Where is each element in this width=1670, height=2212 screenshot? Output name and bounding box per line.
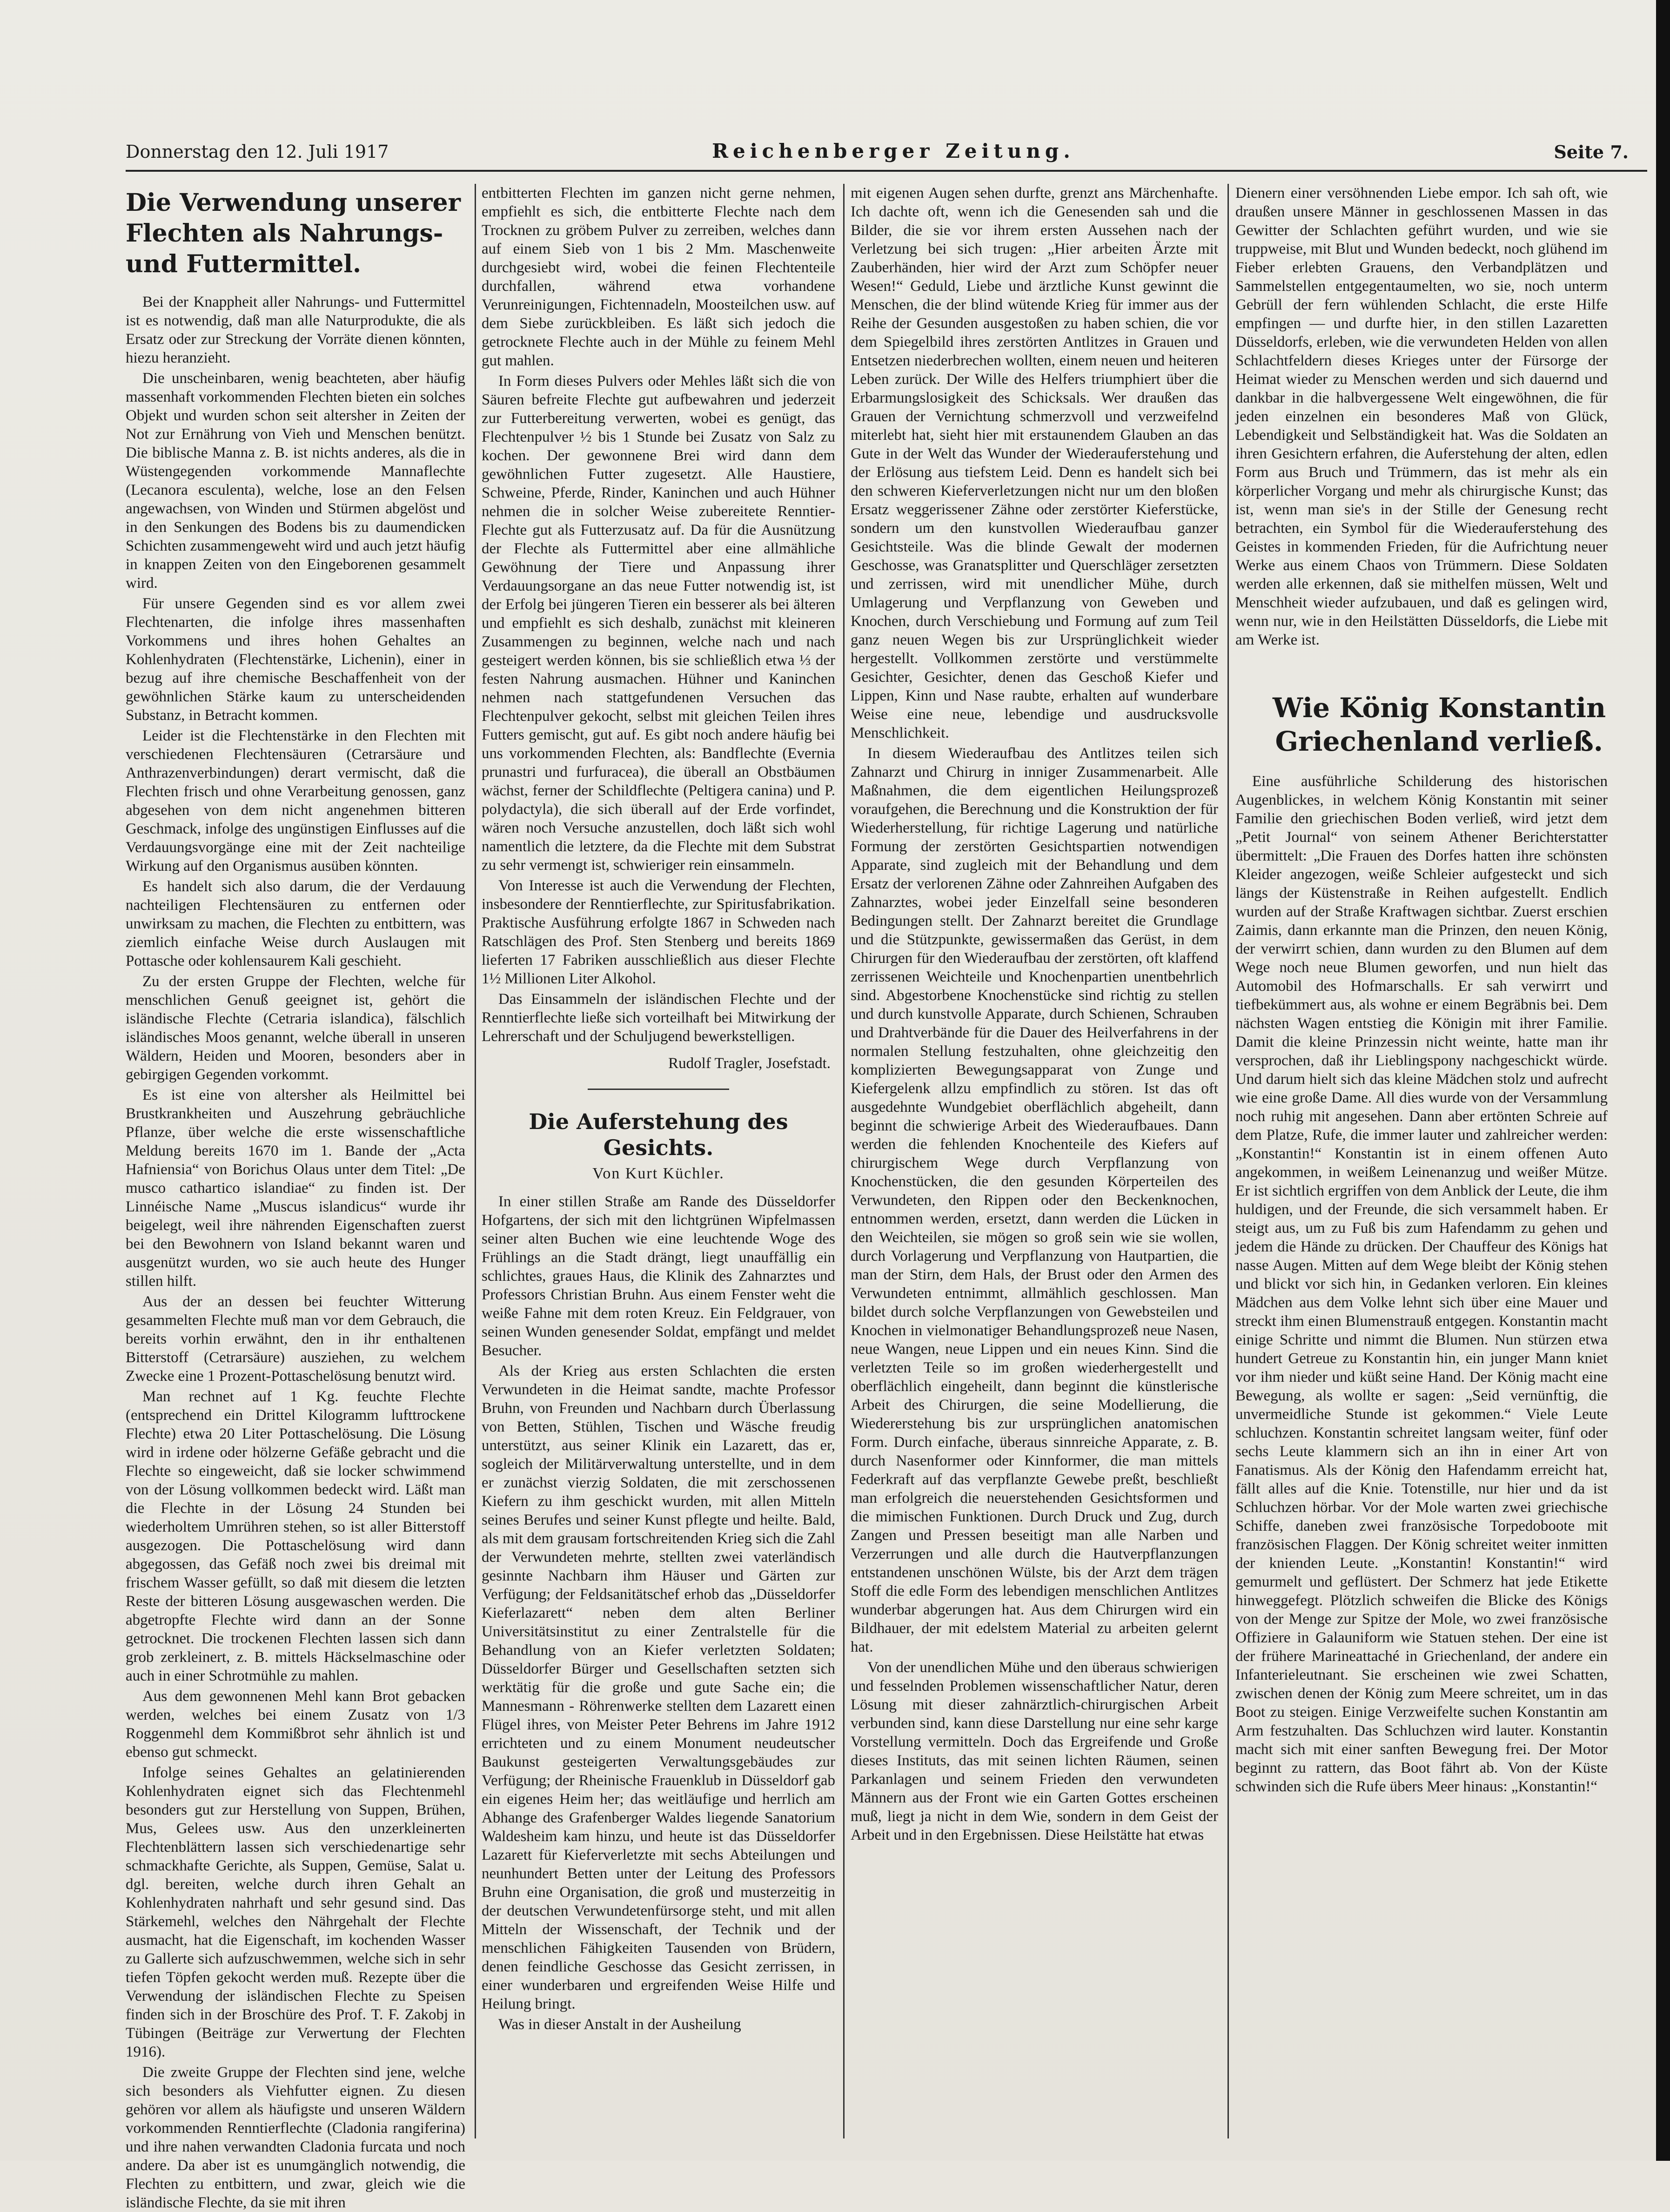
article-headline: Die Auferstehung des Gesichts. xyxy=(529,1109,788,1160)
paragraph: Es handelt sich also darum, die der Verdauung nachteiligen Flechtensäuren zu entfernen oder unwirksam zu machen, die Flechten zu entbittern, was ziemlich einfache Weise durch Auslaugen mit Pottasche oder kohlensaurem Kali geschieht. xyxy=(126,878,465,969)
paragraph: In diesem Wiederaufbau des Antlitzes teilen sich Zahnarzt und Chirurg in inniger Zusammenarbeit. Alle Maßnahmen, die dem eigentlichen Heilungsprozeß voraufgehen, die Berechnung und die Konstruktion der für Wiederherstellung, für richtige Lagerung und natürliche Formung der zerstörten Gesichtspartien notwendigen Apparate, sind zugleich mit der Behandlung und dem Ersatz der verlorenen Zähne oder Zahnreihen Aufgaben des Zahnarztes, wobei jeder Einzelfall seine besonderen Bedingungen stellt. Der Zahnarzt bereitet die Grundlage und die Stützpunkte, gewissermaßen das Gerüst, in dem Chirurgen für den Wiederaufbau der zerstörten, oft klaffend zerrissenen Weichteile und Knochenpartien unentbehrlich sind. Abgestorbene Knochenstücke sind richtig zu stellen und durch kunstvolle Apparate, durch Schienen, Schrauben und Drahtverbände für die Dauer des Heilverfahrens in der normalen Stellung festzuhalten, ohne gleichzeitig den komplizierten Bewegungsapparat von Zunge und Kiefergelenk allzu empfindlich zu stören. Ist das oft ausgedehnte Wundgebiet oberflächlich abgeheilt, dann beginnt die schwierige Arbeit des Wiederaufbaues. Dann werden die fehlenden Knochenteile des Kiefers auf chirurgischem Wege durch Verpflanzung von Knochenstücken, die den gesunden Körperteilen des Verwundeten, den Rippen oder den Beckenknochen, entnommen werden, ersetzt, dann werden die Lücken in den Weichteilen, sie mögen so groß sein wie sie wollen, durch Vorlagerung und Verpflanzung von Hautpartien, die man der Stirn, dem Hals, der Brust oder den Armen des Verwundeten entnimmt, allmählich geschlossen. Man bildet durch solche Verpflanzungen von Gewebsteilen und Knochen in vielmonatiger Behandlungsprozeß neue Nasen, neue Wangen, neue Lippen und ein neues Kinn. Sind die verletzten Teile so im großen wiederhergestellt und oberflächlich eingeheilt, dann beginnt die künstlerische Arbeit des Chirurgen, die seine Modellierung, die Wiedererstehung bis zur ursprünglichen anatomischen Form. Durch einfache, überaus sinnreiche Apparate, z. B. durch Nasenformer oder Kinnformer, die man mittels Federkraft auf das verpflanzte Gewebe preßt, beschließt man erfolgreich die neuerstehenden Gesichtsformen und die mimischen Funktionen. Durch Druck und Zug, durch Zangen und Pressen beseitigt man alle Narben und Verzerrungen und alle durch die Hautverpflanzungen entstandenen unschönen Wülste, bis der Arzt dem trägen Stoff die edle Form des lebendigen menschlichen Antlitzes wunderbar abgerungen hat. Aus dem Chirurgen wird ein Bildhauer, der mit edelstem Material zu arbeiten gelernt hat. xyxy=(851,745,1218,1655)
newspaper-title: Reichenberger Zeitung. xyxy=(712,140,1075,162)
column-3 xyxy=(851,184,1218,2152)
article-body xyxy=(126,293,465,2212)
paragraph: In Form dieses Pulvers oder Mehles läßt sich die von Säuren befreite Flechte gut aufbewahren und jederzeit zur Futterbereitung verwerten, wobei es genügt, das Flechtenpulver ½ bis 1 Stunde bei Zusatz von Salz zu kochen. Der gewonnene Brei wird dann dem gewöhnlichen Futter zugesetzt. Alle Haustiere, Schweine, Pferde, Rinder, Kaninchen und auch Hühner nehmen die in solcher Weise zubereitete Renntier-Flechte gut als Futterzusatz auf. Da für die Ausnützung der Flechte als Futtermittel aber eine allmähliche Gewöhnung der Tiere und Anpassung ihrer Verdauungsorgane an das neue Futter notwendig ist, ist der Erfolg bei jüngeren Tieren ein besserer als bei älteren und empfiehlt es sich deshalb, zunächst mit kleineren Zusammengen zu beginnen, welche nach und nach gesteigert werden können, bis sie schließlich etwa ⅓ der festen Nahrung ausmachen. Hühner und Kaninchen nehmen nach stattgefundenen Versuchen das Flechtenpulver gekocht, selbst mit gleichen Teilen ihres Futters gemischt, gut auf. Es gibt noch andere häufig bei uns vorkommenden Flechten, als: Bandflechte (Evernia prunastri und furfuracea), die überall an Obstbäumen wächst, ferner der Schildflechte (Peltigera canina) und P. polydactyla), die sich überall auf der Erde vorfindet, wären noch Versuche anzustellen, doch läßt sich wohl namentlich die letztere, da die Flechte mit dem Substrat zu sehr vermengt ist, schwieriger rein einsammeln. xyxy=(482,373,835,874)
headline-line-2: Griechenland verließ. xyxy=(1275,726,1603,757)
article-headline: Die Verwendung unserer Flechten als Nahrungs- und Futtermittel. xyxy=(126,188,461,278)
paragraph: Von der unendlichen Mühe und den überaus schwierigen und fesselnden Problemen wissenschaftlicher Natur, deren Lösung mit dieser zahnärztlich-chirurgischen Arbeit verbunden sind, kann diese Darstellung nur eine sehr karge Vorstellung vermitteln. Doch das Ergreifende und Große dieses Instituts, das mit seinen lichten Räumen, seinen Parkanlagen und seinem Frieden den verwundeten Männern aus der Front wie ein Garten Gottes erscheinen muß, liegt ja nicht in dem Wie, sondern in dem Geist der Arbeit und in den Ergebnissen. Diese Heilstätte hat etwas xyxy=(851,1659,1218,1843)
paragraph: Eine ausführliche Schilderung des historischen Augenblickes, in welchem König Konstantin mit seiner Familie den griechischen Boden verließ, wird jetzt dem „Petit Journal“ von seinem Athener Berichterstatter übermittelt: „Die Frauen des Dorfes hatten ihre schönsten Kleider angezogen, weiße Schleier aufgesteckt und sich längs der Küstenstraße in Reihen aufgestellt. Endlich wurden auf der Straße Kraftwagen sichtbar. Zuerst erschien Zaimis, dann erkannte man die Prinzen, den neuen König, der verwirrt schien, dann wurden zu den Blumen auf dem Wege noch neue Blumen geworfen, und nun hielt das Automobil des Hofmarschalls. Er sah verwirrt und tiefbekümmert aus, als wohne er einem Begräbnis bei. Dem nächsten Wagen entstieg die Königin mit ihrer Familie. Damit die kleine Prinzessin nicht weinte, hatte man ihr versprochen, daß ihr Lieblingspony nachgeschickt würde. Und darum hielt sich das kleine Mädchen stolz und aufrecht wie eine große Dame. All dies wurde von der Versammlung noch ruhig mit angesehen. Dann aber ertönten Schreie auf dem Platze, Rufe, die immer lauter und zahlreicher werden: „Konstantin!“ Konstantin ist in einem offenen Auto angekommen, in weißem Leinenanzug und weißer Mütze. Er ist sichtlich ergriffen von dem Anblick der Leute, die ihm huldigen, und der Freunde, die sich versammelt haben. Er steigt aus, um zu Fuß bis zum Hafendamm zu gehen und jedem die Hände zu drücken. Der Chauffeur des Königs hat nasse Augen. Mitten auf dem Wege bleibt der König stehen und blickt vor sich hin, in Gedanken verloren. Ein kleines Mädchen aus dem Volke lehnt sich über eine Mauer und streckt ihm einen Blumenstrauß entgegen. Konstantin macht einige Schritte und nimmt die Blumen. Nun stürzen etwa hundert Getreue zu Konstantin hin, ein junger Mann kniet vor ihm nieder und küßt seine Hand. Der König macht eine Bewegung, als wollte er sagen: „Seid vernünftig, die unvermeidliche Stunde ist gekommen.“ Viele Leute schluchzen. Konstantin schreitet langsam weiter, fünf oder sechs Leute klammern sich an ihn in einer Art von Fanatismus. Als der König den Hafendamm erreicht hat, fällt alles auf die Knie. Totenstille, nur hier und da ist Schluchzen hörbar. Vor der Mole warten zwei griechische Schiffe, daneben zwei französische Torpedoboote mit französischen Flaggen. Der König schreitet weiter inmitten der knienden Leute. „Konstantin! Konstantin!“ wird gemurmelt und geflüstert. Der Schmerz hat jede Etikette hinweggefegt. Plötzlich schweifen die Blicke des Königs von der Menge zur Spitze der Mole, wo zwei französische Offiziere in Galauniform wie Statuen stehen. Der eine ist der frühere Marineattaché in Griechenland, der andere ein Infanterieleutnant. Sie erscheinen wie zwei Schatten, zwischen denen der König zum Meere schreitet, um in das Boot zu steigen. Einige Verzweifelte suchen Konstantin am Arm festzuhalten. Das Schluchzen wird lauter. Konstantin macht sich mit einer sanften Bewegung frei. Der Motor beginnt zu rattern, das Boot fährt ab. Von der Küste schwinden sich die Rufe übers Meer hinaus: „Konstantin!“ xyxy=(1235,773,1608,1795)
paragraph: entbitterten Flechten im ganzen nicht gerne nehmen, empfiehlt es sich, die entbitterte Flechte nach dem Trocknen zu gröbem Pulver zu zerreiben, welches dann auf einem Sieb von 1 bis 2 Mm. Maschenweite durchgesiebt wird, wobei die feinen Flechtenteile durchfallen, während etwa vorhandene Verunreinigungen, Fichtennadeln, Moosteilchen usw. auf dem Siebe zurückbleiben. Es läßt sich jedoch die getrocknete Flechte auch in der Mühle zu feinem Mehl gut mahlen. xyxy=(482,185,835,369)
paragraph: Die unscheinbaren, wenig beachteten, aber häufig massenhaft vorkommenden Flechten bieten ein solches Objekt und wurden schon seit altersher in Zeiten der Not zur Ernährung von Vieh und Menschen benützt. Die biblische Manna z. B. ist nichts anderes, als die in Wüstengegenden vorkommende Mannaflechte (Lecanora esculenta), welche, lose an den Felsen angewachsen, von Winden und Stürmen abgelöst und in den Senkungen des Bodens bis zu daumendicken Schichten zusammengeweht wird und auch jetzt häufig in knappen Zeiten von den Eingeborenen gesammelt wird. xyxy=(126,370,465,592)
page-number: Seite 7. xyxy=(1554,141,1629,162)
column-rule xyxy=(843,184,845,2138)
paragraph: Dienern einer versöhnenden Liebe empor. Ich sah oft, wie draußen unsere Männer in geschlossenen Massen in das Gewitter der Schlachten geführt wurden, und wie sie truppweise, mit Blut und Wunden bedeckt, noch glühend im Fieber erlebten Grauens, den Verbandplätzen und Sammelstellen entgegentaumelten, wo sie, noch unterm Gebrüll der fern wühlenden Schlacht, die erste Hilfe empfingen — und durfte hier, in den stillen Lazaretten Düsseldorfs, erleben, wie die verwundeten Helden von allen Schlachtfeldern dieses Krieges unter der Fürsorge der Heimat wieder zu Menschen werden und sich dauernd und dankbar in die halbvergessene Welt eingewöhnen, die für jeden einzelnen ein besonderes Maß von Glück, Lebendigkeit und Selbständigkeit hat. Was die Soldaten an ihren Gesichtern erfahren, die Auferstehung der alten, edlen Form aus Bruch und Trümmern, das ist mehr als ein körperlicher Vorgang und mehr als chirurgische Kunst; das ist, wenn man sie's in der Stille der Genesung recht betrachten, ein Symbol für die Wiederauferstehung des Geistes in kommenden Frieden, für die Aufrichtung neuer Werke aus einem Chaos von Trümmern. Diese Soldaten werden alle erkennen, daß sie mithelfen müssen, Welt und Menschheit wieder aufzubauen, und daß es gelingen wird, wenn nur, wie in den Heilstätten Düsseldorfs, die Liebe mit am Werke ist. xyxy=(1235,185,1608,648)
paragraph: Für unsere Gegenden sind es vor allem zwei Flechtenarten, die infolge ihres massenhaften Vorkommens und ihres hohen Gehaltes an Kohlenhydraten (Flechtenstärke, Lichenin), einer in bezug auf ihre chemische Beschaffenheit von der gewöhnlichen Stärke kaum zu unterscheidenden Substanz, in Betracht kommen. xyxy=(126,595,465,724)
scan-edge xyxy=(1656,0,1670,2161)
article-headline xyxy=(1235,691,1608,758)
paragraph: Infolge seines Gehaltes an gelatinierenden Kohlenhydraten eignet sich das Flechtenmehl besonders gut zur Herstellung von Suppen, Brühen, Mus, Gelees usw. Aus den unzerkleinerten Flechtenblättern lassen sich verschiedenartige sehr schmackhafte Gerichte, als Suppen, Gemüse, Salat u. dgl. bereiten, welche durch ihren Gehalt an Kohlenhydraten nahrhaft und sehr gesund sind. Das Stärkemehl, welches den Nährgehalt der Flechte ausmacht, hat die Eigenschaft, im kochenden Wasser zu Gallerte sich aufzuschwemmen, welche sich in sehr tiefen Töpfen gekocht werden muß. Rezepte über die Verwendung der isländischen Flechte zu Speisen finden sich in der Broschüre des Prof. T. F. Zakobj in Tübingen (Beiträge zur Verwertung der Flechten 1916). xyxy=(126,1764,465,2060)
paragraph: Die zweite Gruppe der Flechten sind jene, welche sich besonders als Viehfutter eignen. Zu diesen gehören vor allem als häufigste und unseren Wäldern vorkommenden Renntierflechte (Cladonia rangiferina) und ihre nahen verwandten Cladonia furcata und noch andere. Da aber ist es unumgänglich notwendig, die Flechten zu entbittern, und zwar, gleich wie die isländische Flechte, da sie mit ihren xyxy=(126,2064,465,2211)
paragraph: Es ist eine von altersher als Heilmittel bei Brustkrankheiten und Auszehrung gebräuchliche Pflanze, über welche die erste wissenschaftliche Meldung bereits 1670 im 1. Bande der „Acta Hafniensia“ von Borichus Olaus unter dem Titel: „De musco cathartico islandiae“ zu finden ist. Der Linnéische Name „Muscus islandicus“ wurde ihr beigelegt, weil ihre nährenden Eigenschaften zuerst bei den Bewohnern von Island bekannt waren und ausgenützt wurden, wo sie auch heute des Hunger stillen hilft. xyxy=(126,1087,465,1290)
column-rule xyxy=(1227,184,1229,2138)
masthead xyxy=(126,140,1647,172)
column-4 xyxy=(1235,184,1608,2152)
paragraph: Aus dem gewonnenen Mehl kann Brot gebacken werden, welches bei einem Zusatz von 1/3 Roggenmehl dem Kommißbrot sehr ähnlich ist und ebenso gut schmeckt. xyxy=(126,1688,465,1761)
paragraph: Das Einsammeln der isländischen Flechte und der Renntierflechte ließe sich vorteilhaft bei Mitwirkung der Lehrerschaft und der Schuljugend bewerkstelligen. xyxy=(482,991,835,1045)
column-2 xyxy=(482,184,835,2152)
paragraph: Zu der ersten Gruppe der Flechten, welche für menschlichen Genuß geeignet ist, gehört die isländische Flechte (Cetraria islandica), fälschlich isländisches Moos genannt, welche überall in unseren Wäldern, Heiden und Mooren, besonders aber in gebirgigen Gegenden vorkommt. xyxy=(126,973,465,1083)
masthead-rule xyxy=(126,170,1647,172)
paragraph: Man rechnet auf 1 Kg. feuchte Flechte (entsprechend ein Drittel Kilogramm lufttrockene Flechte) etwa 20 Liter Pottaschelösung. Die Lösung wird in irdene oder hölzerne Gefäße gebracht und die Flechte so eingeweicht, daß sie locker schwimmend von der Lösung vollkommen bedeckt wird. Läßt man die Flechte in der Lösung 24 Stunden bei wiederholtem Umrühren stehen, so ist aller Bitterstoff ausgezogen. Die Pottaschelösung wird dann abgegossen, das Gefäß noch zwei bis dreimal mit frischem Wasser gefüllt, so daß mit diesem die letzten Reste der bitteren Lösung ausgewaschen werden. Die abgetropfte Flechte wird dann an der Sonne getrocknet. Die trockenen Flechten lassen sich dann grob zerkleinert, z. B. mittels Häckselmaschine oder auch in einer Schrotmühle zu mahlen. xyxy=(126,1388,465,1684)
paragraph: Aus der an dessen bei feuchter Witterung gesammelten Flechte muß man vor dem Gebrauch, die bereits vorhin erwähnt, den in ihr enthaltenen Bitterstoff (Cetrarsäure) ausziehen, zu welchem Zwecke eine 1 Prozent-Pottaschelösung benutzt wird. xyxy=(126,1293,465,1385)
column-rule xyxy=(475,184,476,2138)
paragraph: mit eigenen Augen sehen durfte, grenzt ans Märchenhafte. Ich dachte oft, wenn ich die Genesenden sah und die Bilder, die sie vor ihrem ersten Aussehen nach der Verletzung bei sich trugen: „Hier arbeiten Ärzte mit Zauberhänden, hier wird der Arzt zum Schöpfer neuer Wesen!“ Geduld, Liebe und ärztliche Kunst gewinnt die Menschen, die der blind wütende Krieg für immer aus der Reihe der Gesunden ausgestoßen zu haben schien, die vor dem Spiegelbild ihres zerstörten Antlitzes in Grauen und Entsetzen niederbrechen wollten, einem neuen und heiteren Leben zurück. Der Wille des Helfers triumphiert über die Erbarmungslosigkeit des Schicksals. Wer draußen das Grauen der Vernichtung schmerzvoll und verzweifelnd miterlebt hat, sieht hier mit erstaunendem Glauben an das Gute in der Welt das Wunder der Wiederauferstehung und der Erlösung aus tiefstem Leid. Denn es handelt sich bei den schweren Kieferverletzungen nicht nur um den bloßen Ersatz weggerissener Zähne oder zerstörter Kieferstücke, sondern um den kunstvollen Wiederaufbau ganzer Gesichtsteile. Was die blinde Gewalt der modernen Geschosse, was Granatsplitter und Querschläger zersetzten und zerrissen, wird mit unendlicher Mühe, durch Umlagerung und Verpflanzung von Geweben und Knochen, durch Verschiebung und Formung auf zum Teil ganz neuen Wegen bis zur Ursprünglichkeit wieder hergestellt. Vollkommen zerstörte und verstümmelte Gesichter, Gesichter, denen das Geschoß Kiefer und Lippen, Kinn und Nase raubte, erhalten auf wunderbare Weise eine neue, lebendige und ausdrucksvolle Menschlichkeit. xyxy=(851,185,1218,741)
article-author: Rudolf Tragler, Josefstadt. xyxy=(668,1055,831,1072)
paragraph: Als der Krieg aus ersten Schlachten die ersten Verwundeten in die Heimat sandte, machte Professor Bruhn, von Freunden und Nachbarn durch Überlassung von Betten, Stühlen, Tischen und Wäsche freudig unterstützt, aus seiner Klinik ein Lazarett, das er, sogleich der Militärverwaltung unterstellte, und in dem er zunächst vierzig Soldaten, die mit zerschossenen Kiefern zu ihm geschickt wurden, mit allen Mitteln seines Berufes und seiner Kunst pflegte und heilte. Bald, als mit dem grausam fortschreitenden Krieg sich die Zahl der Verwundeten mehrte, stellten zwei vaterländisch gesinnte Nachbarn ihm Häuser und Gärten zur Verfügung; der Feldsanitätschef erhob das „Düsseldorfer Kieferlazarett“ neben dem alten Berliner Universitätsinstitut zu einer Zentralstelle für die Behandlung von an Kiefer verletzten Soldaten; Düsseldorfer Bürger und Gesellschaften setzten sich werktätig für die große und gute Sache ein; die Mannesmann - Röhrenwerke stellten dem Lazarett einen Flügel ihres, von Meister Peter Behrens im Jahre 1912 errichteten und zu einem Monument neudeutscher Baukunst gesteigerten Verwaltungsgebäudes zur Verfügung; der Rheinische Frauenklub in Düsseldorf gab ein eigenes Heim her; das weitläufige und herrlich am Abhange des Grafenberger Waldes liegende Sanatorium Waldesheim kam hinzu, und heute ist das Düsseldorfer Lazarett für Kieferverletzte mit sechs Abteilungen und neunhundert Betten unter der Leitung des Professors Bruhn eine Organisation, die groß und musterzeitig in der deutschen Verwundetenfürsorge steht, und mit allen Mitteln der Wissenschaft, der Technik und der menschlichen Fähigkeiten Tausenden von Brüdern, denen feindliche Geschosse das Gesicht zerrissen, in einer wunderbaren und ergreifenden Weise Hilfe und Heilung bringt. xyxy=(482,1363,835,2012)
paragraph: Leider ist die Flechtenstärke in den Flechten mit verschiedenen Flechtensäuren (Cetrarsäure und Anthrazenverbindungen) derart vermischt, daß die Flechten frisch und ohne Verarbeitung genossen, ganz abgesehen von dem nicht angenehmen bitteren Geschmack, infolge des ungünstigen Einflusses auf die Verdauungsvorgänge eine mit der Zeit nachteilige Wirkung auf den Organismus ausüben könnten. xyxy=(126,727,465,874)
paragraph: Bei der Knappheit aller Nahrungs- und Futtermittel ist es notwendig, daß man alle Naturprodukte, die als Ersatz oder zur Streckung der Vorräte dienen könnten, hiezu heranzieht. xyxy=(126,294,465,366)
issue-date: Donnerstag den 12. Juli 1917 xyxy=(126,141,389,162)
paragraph: In einer stillen Straße am Rande des Düsseldorfer Hofgartens, der sich mit den lichtgrünen Wipfelmassen seiner alten Buchen wie eine leuchtende Woge des Frühlings an die Stadt drängt, liegt unauffällig ein schlichtes, graues Haus, die Klinik des Zahnarztes und Professors Christian Bruhn. Aus einem Fenster weht die weiße Fahne mit dem roten Kreuz. Ein Feldgrauer, von seinen Wunden genesender Soldat, empfängt und meldet Besucher. xyxy=(482,1193,835,1359)
column-1 xyxy=(126,184,465,2211)
paragraph: Von Interesse ist auch die Verwendung der Flechten, insbesondere der Renntierflechte, zur Spiritusfabrikation. Praktische Ausführung erfolgte 1867 in Schweden nach Ratschlägen des Prof. Sten Stenberg und bereits 1869 lieferten 17 Fabriken ausschließlich aus dieser Flechte 1½ Millionen Liter Alkohol. xyxy=(482,877,835,987)
article-separator xyxy=(588,1089,729,1090)
paragraph: Was in dieser Anstalt in der Ausheilung xyxy=(498,2016,741,2033)
headline-line-1: Wie König Konstantin xyxy=(1273,692,1606,724)
article-byline: Von Kurt Küchler. xyxy=(592,1165,724,1182)
